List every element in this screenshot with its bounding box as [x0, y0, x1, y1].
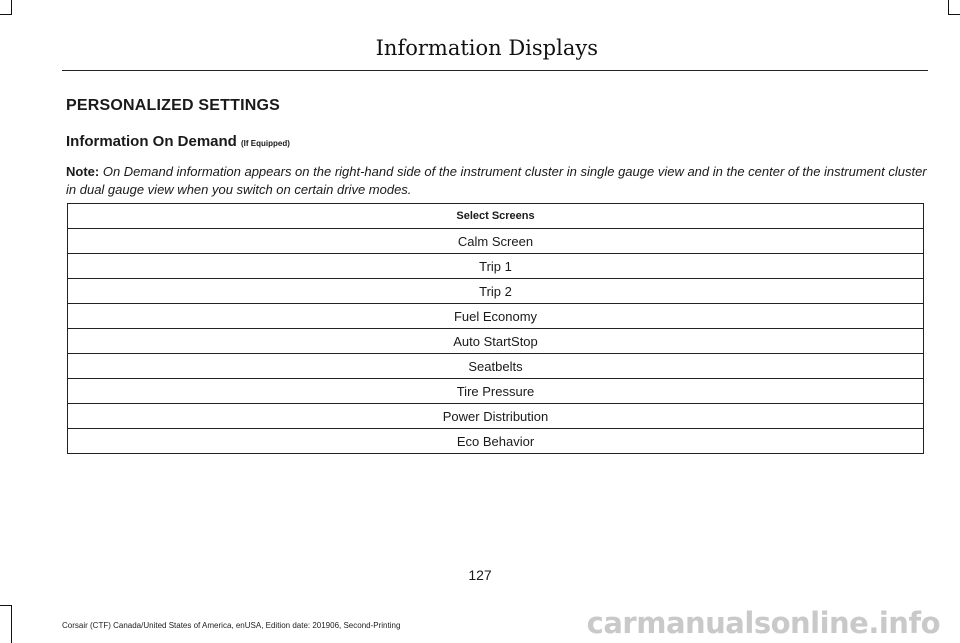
watermark: carmanualsonline.info	[586, 606, 940, 640]
table-row	[68, 254, 924, 279]
crop-mark-top-right-vertical	[948, 0, 949, 14]
table-cell: Trip 1	[68, 254, 924, 279]
crop-mark-bottom-left-vertical	[11, 605, 12, 643]
table-cell: Calm Screen	[68, 229, 924, 254]
table-cell: Auto StartStop	[68, 329, 924, 354]
table-row	[68, 329, 924, 354]
table-header-row	[68, 204, 924, 229]
note-paragraph	[66, 163, 928, 199]
running-header-title: Information Displays	[375, 36, 598, 60]
table-row	[68, 354, 924, 379]
table-row	[68, 279, 924, 304]
edition-footer: Corsair (CTF) Canada/United States of America, enUSA, Edition date: 201906, Second-Printing	[62, 621, 401, 630]
table-row	[68, 304, 924, 329]
subheading	[66, 133, 290, 150]
subheading-qualifier: (If Equipped)	[241, 139, 290, 148]
header-rule	[62, 70, 928, 71]
crop-mark-top-left-horizontal	[0, 14, 12, 15]
table-cell: Eco Behavior	[68, 429, 924, 454]
subheading-title: Information On Demand	[66, 133, 237, 150]
select-screens-table	[67, 203, 924, 454]
crop-mark-top-right-horizontal	[948, 14, 960, 15]
table-cell: Power Distribution	[68, 404, 924, 429]
note-label: Note:	[66, 164, 100, 179]
crop-mark-bottom-left-horizontal	[0, 605, 12, 606]
table-header-cell: Select Screens	[68, 204, 924, 229]
table-row	[68, 404, 924, 429]
table-row	[68, 229, 924, 254]
crop-mark-top-left-vertical	[11, 0, 12, 14]
section-heading: PERSONALIZED SETTINGS	[66, 97, 280, 114]
page-number: 127	[468, 567, 492, 583]
table-cell: Tire Pressure	[68, 379, 924, 404]
table-row	[68, 429, 924, 454]
table-cell: Fuel Economy	[68, 304, 924, 329]
table-cell: Trip 2	[68, 279, 924, 304]
table-row	[68, 379, 924, 404]
table-cell: Seatbelts	[68, 354, 924, 379]
note-text: On Demand information appears on the right-hand side of the instrument cluster in single gauge view and in the center of the instrument cluster in dual gauge view when you switch on certain drive modes.	[66, 164, 927, 197]
